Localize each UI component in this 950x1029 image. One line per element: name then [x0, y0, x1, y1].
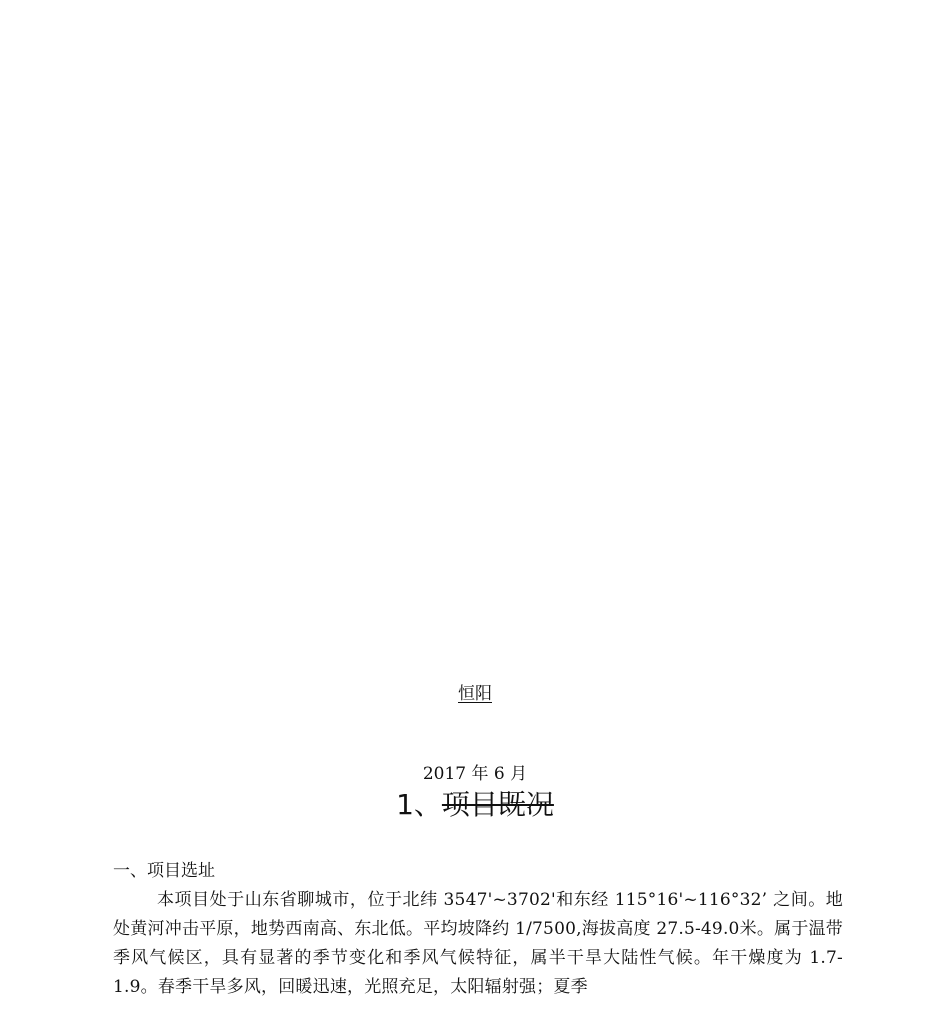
subsection-title: 一、项目选址 — [113, 861, 215, 881]
company-name: 恒阳 — [458, 684, 492, 704]
section-heading — [0, 783, 950, 823]
document-date: 2017 年 6 月 — [422, 764, 528, 784]
heading-title: 项目既况 — [441, 788, 554, 821]
body-paragraph: 本项目处于山东省聊城市，位于北纬 3547'~3702'和东经 115°16'~116°32’ 之间。地处黄河冲击平原，地势西南高、东北低。平均坡降约 1/7500,海拔高度 27.5-49.0米。属于温带季风气候区，具有显著的季节变化和季风气候特征，属半干旱大陆性气候。年干燥度为 1.7-1.9。春季干旱多风，回暖迅速，光照充足，太阳辐射强；夏季 — [113, 890, 843, 997]
heading-number: 1、 — [396, 788, 442, 821]
